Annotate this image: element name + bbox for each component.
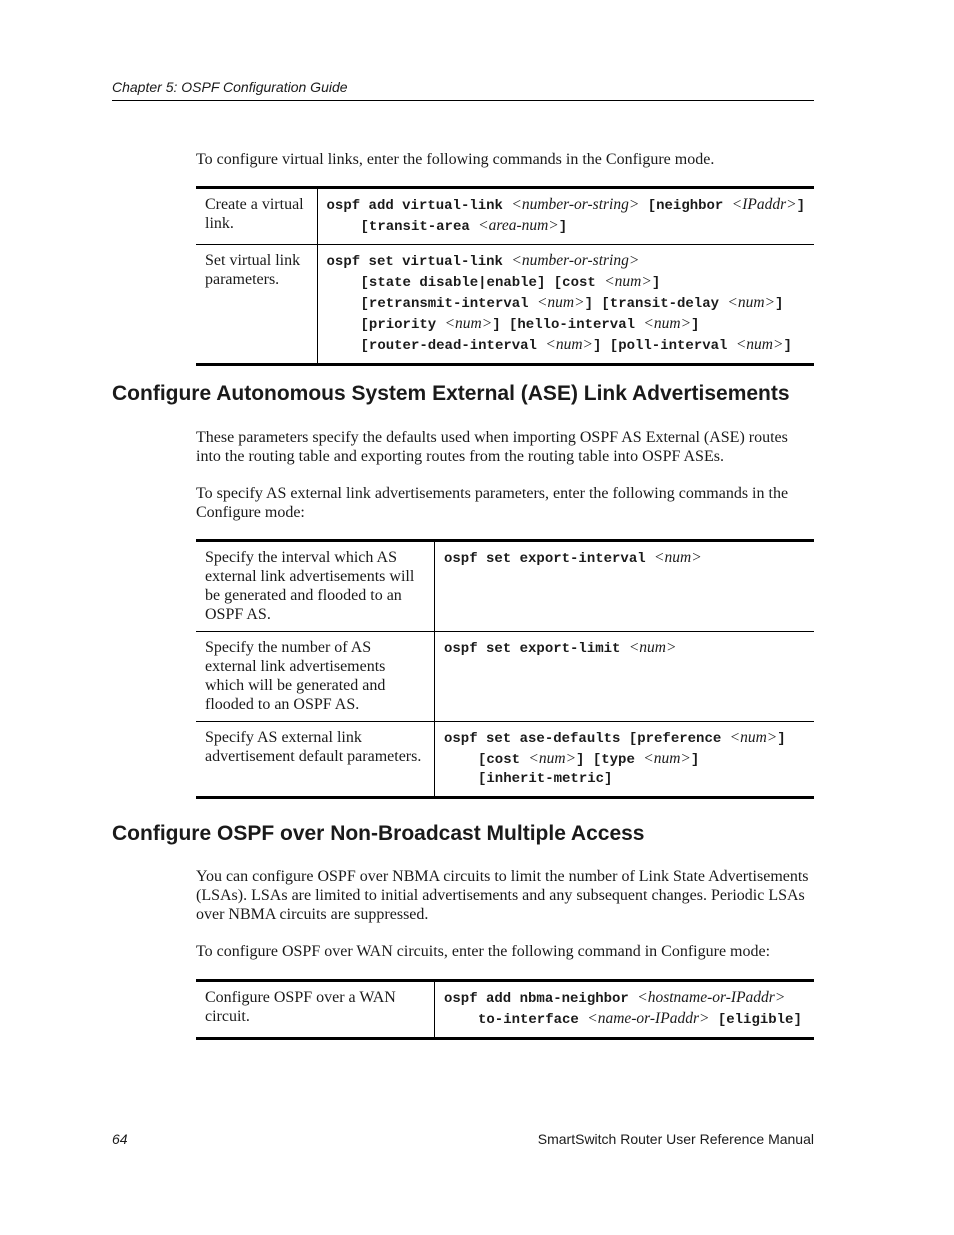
- virtual-links-intro: To configure virtual links, enter the following commands in the Configure mode.: [196, 151, 715, 168]
- section-heading-nbma: Configure OSPF over Non-Broadcast Multiple Access: [112, 822, 645, 845]
- command-keyword: ] [type: [576, 752, 635, 768]
- page-number: 64: [112, 1131, 128, 1147]
- command-keyword: ]: [691, 317, 700, 333]
- nbma-table: [196, 979, 814, 1040]
- command-keyword: ospf set export-interval: [444, 551, 646, 567]
- ase-intro: To specify AS external link advertisements parameters, enter the following commands in the Configure mode:: [196, 485, 789, 521]
- command-argument: <num>: [444, 315, 493, 332]
- command-argument: <num>: [643, 750, 691, 767]
- command-keyword: [priority: [360, 317, 437, 333]
- manual-title: SmartSwitch Router User Reference Manual: [537, 1131, 814, 1147]
- row-description: Configure OSPF over a WAN circuit.: [196, 981, 435, 1039]
- command-keyword: ospf set ase-defaults [preference: [444, 731, 722, 747]
- command-argument: <num>: [536, 294, 585, 311]
- nbma-paragraph: You can configure OSPF over NBMA circuits to limit the number of Link State Advertisements (LSAs). LSAs are limited to initial advertisements and any subsequent changes. Periodic LSAs over NBMA circuits are suppressed.: [196, 868, 809, 923]
- table-row: [196, 722, 814, 798]
- command-keyword: ospf add nbma-neighbor: [444, 991, 629, 1007]
- table-row: [196, 245, 814, 365]
- command-argument: <hostname-or-IPaddr>: [637, 989, 786, 1006]
- command-keyword: ] [transit-delay: [584, 296, 720, 312]
- command-keyword: [state disable|enable] [cost: [360, 275, 596, 291]
- running-head: Chapter 5: OSPF Configuration Guide: [112, 79, 348, 95]
- row-description: Create a virtual link.: [196, 188, 317, 245]
- command-argument: <num>: [735, 336, 784, 353]
- table-row: [196, 541, 814, 632]
- command-keyword: to-interface: [478, 1012, 579, 1028]
- virtual-links-table: [196, 186, 814, 366]
- command-argument: <num>: [528, 750, 577, 767]
- table-row: [196, 188, 814, 245]
- command-keyword: [router-dead-interval: [360, 338, 537, 354]
- nbma-intro: To configure OSPF over WAN circuits, enter the following command in Configure mode:: [196, 943, 771, 960]
- command-keyword: [inherit-metric]: [478, 771, 613, 787]
- command-argument: <number-or-string>: [511, 196, 640, 213]
- row-command: [435, 722, 815, 798]
- command-keyword: ospf add virtual-link: [326, 198, 503, 214]
- command-argument: <num>: [545, 336, 593, 353]
- command-argument: <num>: [654, 549, 702, 566]
- command-keyword: [eligible]: [717, 1012, 802, 1028]
- row-description: Set virtual link parameters.: [196, 245, 317, 365]
- command-keyword: ospf set virtual-link: [326, 254, 503, 270]
- row-command: [435, 541, 815, 632]
- command-argument: <area-num>: [478, 217, 559, 234]
- command-keyword: ] [hello-interval: [492, 317, 636, 333]
- row-description: Specify the number of AS external link advertisements which will be generated and flooded to an OSPF AS.: [196, 632, 435, 722]
- table-row: [196, 632, 814, 722]
- command-keyword: [cost: [478, 752, 521, 768]
- command-argument: <num>: [729, 729, 778, 746]
- ase-table: [196, 539, 814, 799]
- command-keyword: ]: [777, 731, 786, 747]
- command-keyword: ]: [558, 219, 568, 235]
- row-command: [435, 632, 815, 722]
- command-keyword: [retransmit-interval: [360, 296, 529, 312]
- command-keyword: ] [poll-interval: [593, 338, 728, 354]
- command-argument: <num>: [628, 639, 677, 656]
- header-rule: [112, 100, 814, 101]
- command-keyword: ]: [775, 296, 784, 312]
- section-heading-ase: Configure Autonomous System External (ASE) Link Advertisements: [112, 382, 790, 405]
- command-keyword: ]: [651, 275, 661, 291]
- command-argument: <name-or-IPaddr>: [587, 1010, 710, 1027]
- row-command: [317, 245, 814, 365]
- command-keyword: ]: [690, 752, 700, 768]
- command-keyword: ospf set export-limit: [444, 641, 621, 657]
- command-keyword: [neighbor: [647, 198, 724, 214]
- table-row: [196, 981, 814, 1039]
- row-command: [435, 981, 815, 1039]
- ase-paragraph: These parameters specify the defaults used when importing OSPF AS External (ASE) routes into the routing table and exporting routes from the routing table into OSPF ASEs.: [196, 429, 788, 465]
- command-keyword: [transit-area: [360, 219, 470, 235]
- command-argument: <num>: [643, 315, 692, 332]
- row-description: Specify AS external link advertisement default parameters.: [196, 722, 435, 798]
- command-argument: <IPaddr>: [731, 196, 797, 213]
- command-argument: <num>: [727, 294, 776, 311]
- command-argument: <num>: [604, 273, 652, 290]
- command-keyword: ]: [796, 198, 805, 214]
- command-keyword: ]: [783, 338, 792, 354]
- command-argument: <number-or-string>: [511, 252, 640, 269]
- row-description: Specify the interval which AS external link advertisements will be generated and flooded to an OSPF AS.: [196, 541, 435, 632]
- row-command: [317, 188, 814, 245]
